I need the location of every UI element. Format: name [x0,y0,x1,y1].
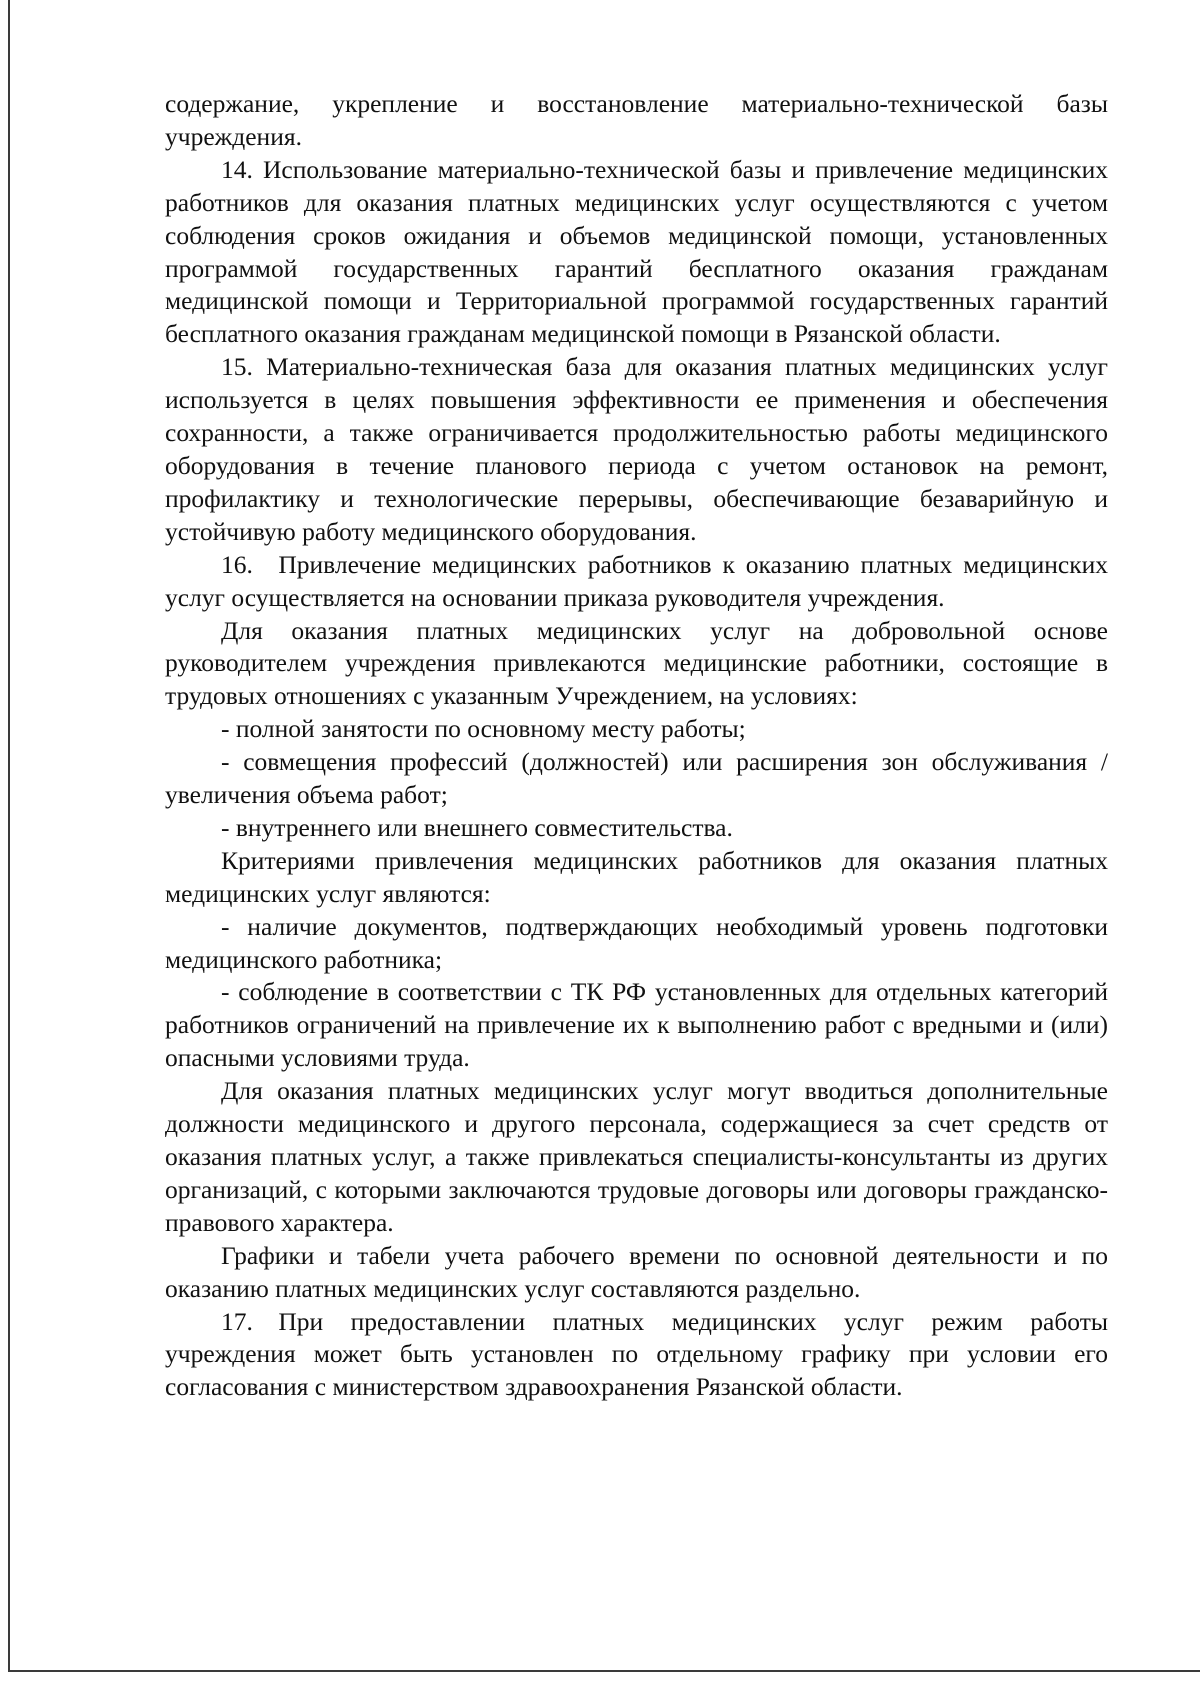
list-item-part-time: - внутреннего или внешнего совместительства. [221,812,733,842]
list-item-restrictions: - соблюдение в соответствии с ТК РФ установленных для отдельных категорий работников ограничений на привлечение их к выполнению работ с вредными и (или) опасными условиями труда. [165,977,1108,1073]
paragraph-item-16: 16. Привлечение медицинских работников к оказанию платных медицинских услуг осуществляется на основании приказа руководителя учреждения. [165,549,1108,612]
list-item-combination: - совмещения профессий (должностей) или расширения зон обслуживания / увеличения объема работ; [165,747,1108,810]
document-body [165,88,1108,1404]
paragraph-additional-positions: Для оказания платных медицинских услуг могут вводиться дополнительные должности медицинского и другого персонала, содержащиеся за счет средств от оказания платных услуг, а также привлекаться специалисты-консультанты из других организаций, с которыми заключаются трудовые договоры или договоры гражданско-правового характера. [165,1076,1108,1237]
paragraph-item-14: 14. Использование материально-технической базы и привлечение медицинских работников для оказания платных медицинских услуг осуществляются с учетом соблюдения сроков ожидания и объемов медицинской помощи, установленных программой государственных гарантий бесплатного оказания гражданам медицинской помощи и Территориальной программой государственных гарантий бесплатного оказания гражданам медицинской помощи в Рязанской области. [165,154,1108,349]
list-item-full-employment: - полной занятости по основному месту работы; [221,714,746,744]
scan-border-left [8,0,10,1672]
list-item-documents: - наличие документов, подтверждающих необходимый уровень подготовки медицинского работника; [165,911,1108,974]
paragraph-criteria-intro: Критериями привлечения медицинских работников для оказания платных медицинских услуг являются: [165,845,1108,908]
paragraph-item-15: 15. Материально-техническая база для оказания платных медицинских услуг используется в целях повышения эффективности ее применения и обеспечения сохранности, а также ограничивается продолжительностью работы медицинского оборудования в течение планового периода с учетом остановок на ремонт, профилактику и технологические перерывы, обеспечивающие безаварийную и устойчивую работу медицинского оборудования. [165,352,1108,546]
paragraph-continuation: содержание, укрепление и восстановление материально-технической базы учреждения. [165,89,1108,151]
paragraph-schedules: Графики и табели учета рабочего времени по основной деятельности и по оказанию платных медицинских услуг составляются раздельно. [165,1240,1108,1303]
scan-border-bottom [8,1670,1200,1672]
paragraph-conditions-intro: Для оказания платных медицинских услуг на добровольной основе руководителем учреждения привлекаются медицинские работники, состоящие в трудовых отношениях с указанным Учреждением, на условиях: [165,615,1108,711]
paragraph-item-17: 17. При предоставлении платных медицинских услуг режим работы учреждения может быть установлен по отдельному графику при условии его согласования с министерством здравоохранения Рязанской области. [165,1306,1108,1402]
